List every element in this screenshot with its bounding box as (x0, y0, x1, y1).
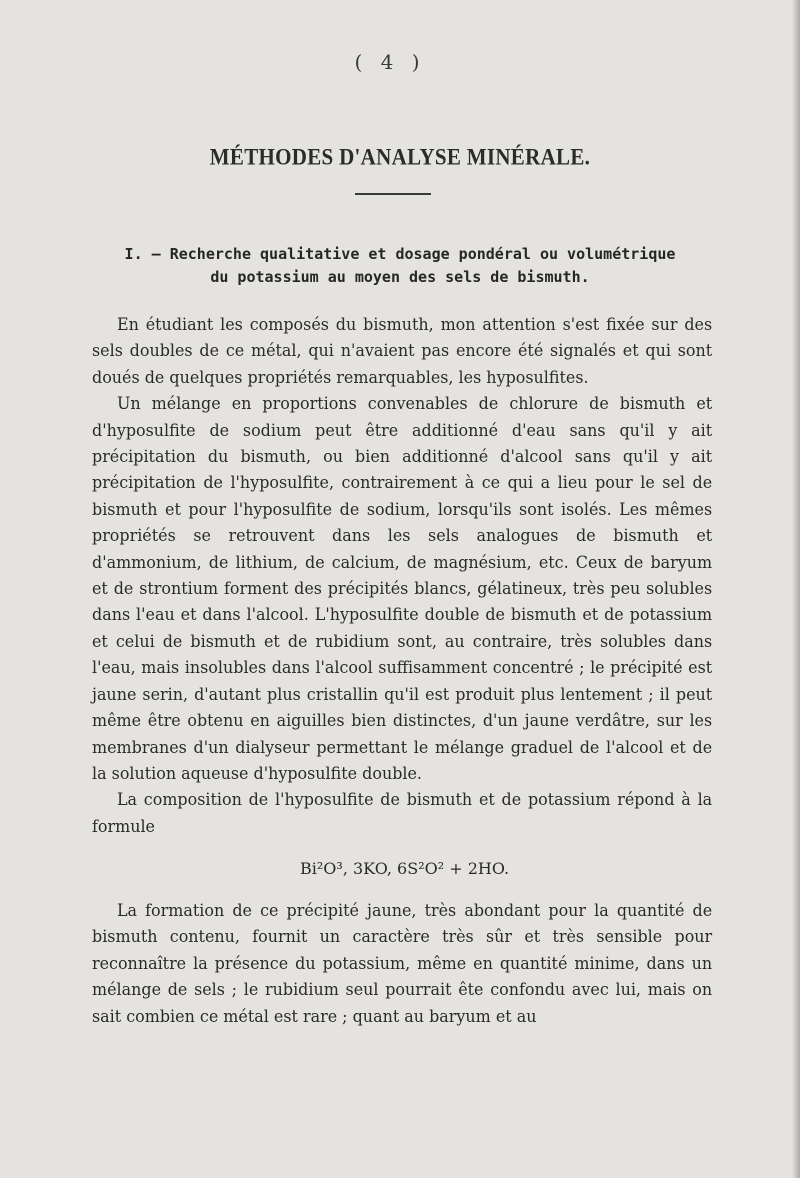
page-title: MÉTHODES D'ANALYSE MINÉRALE. (209, 143, 591, 170)
chemical-formula: Bi²O³, 3KO, 6S²O² + 2HO. (300, 859, 510, 878)
paragraph-4: La formation de ce précipité jaune, très abondant pour la quantité de bismuth contenu, fournit un caractère très sûr et très sensible pour reconnaître la présence du potassium, même en quantité minime, dans un mélange de sels ; le rubidium seul pourrait ête confondu avec lui, mais on sait combien ce métal est rare ; quant au baryum et au (92, 901, 713, 1026)
section-heading-line-2: du potassium au moyen des sels de bismuth. (210, 268, 590, 286)
page-edge-shadow (792, 0, 800, 1178)
section-heading (100, 243, 700, 289)
title-divider (355, 193, 431, 195)
page-number: ( 4 ) (354, 50, 426, 74)
body-text (92, 312, 713, 840)
paragraph-1: En étudiant les composés du bismuth, mon attention s'est fixée sur des sels doubles de ce métal, qui n'avaient pas encore été signalés et qui sont doués de quelques propriétés remarquables, les hyposulfites. (92, 315, 713, 387)
body-text-continued (92, 898, 713, 1030)
paragraph-2: Un mélange en proportions convenables de chlorure de bismuth et d'hyposulfite de sodium peut être additionné d'eau sans qu'il y ait précipitation du bismuth, ou bien additionné d'alcool sans qu'il y ait précipitation de l'hyposulfite, contrairement à ce qui a lieu pour le sel de bismuth et pour l'hyposulfite de sodium, lorsqu'ils sont isolés. Les mêmes propriétés se retrouvent dans les sels analogues de bismuth et d'ammonium, de lithium, de calcium, de magnésium, etc. Ceux de baryum et de strontium forment des précipités blancs, gélatineux, très peu solubles dans l'eau et dans l'alcool. L'hyposulfite double de bismuth et de potassium et celui de bismuth et de rubidium sont, au contraire, très solubles dans l'eau, mais insolubles dans l'alcool suffisamment concentré ; le précipité est jaune serin, d'autant plus cristallin qu'il est produit plus lentement ; il peut même être obtenu en aiguilles bien distinctes, d'un jaune verdâtre, sur les membranes d'un dialyseur permettant le mélange graduel de l'alcool et de la solution aqueuse d'hyposulfite double. (92, 394, 713, 783)
paragraph-3: La composition de l'hyposulfite de bismuth et de potassium répond à la formule (92, 790, 713, 836)
section-heading-line-1: I. — Recherche qualitative et dosage pondéral ou volumétrique (124, 245, 676, 263)
